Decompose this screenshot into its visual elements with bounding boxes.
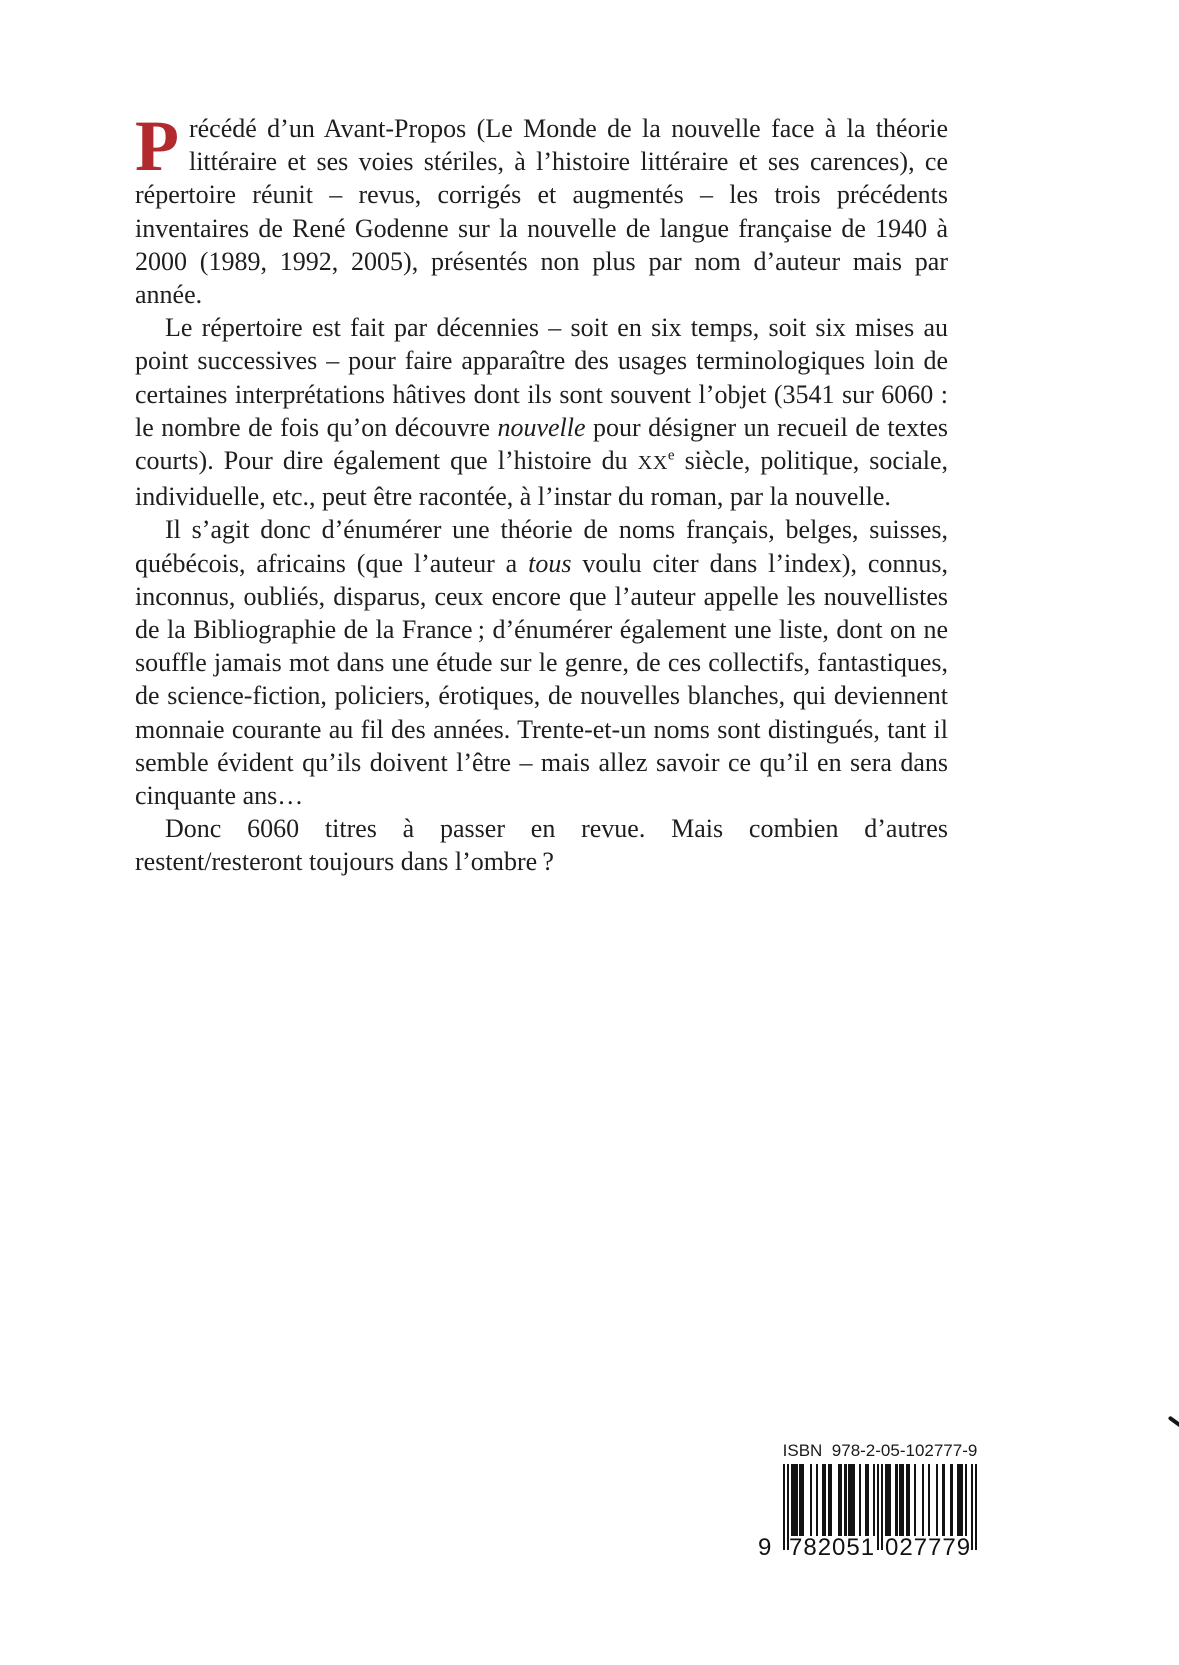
barcode-digit-system: 9 [758, 1534, 773, 1561]
italic-word-tous: tous [528, 548, 572, 578]
paragraph-2-text: siècle, politique, sociale, individuelle, etc., peut être racontée, à l’instar du roman, par la nouvelle. [135, 446, 948, 512]
century-superscript: e [667, 447, 675, 464]
paragraph-1-text: récédé d’un Avant-Propos (Le Monde de la nouvelle face à la théorie littéraire et ses voies stériles, à l’histoire littéraire et ses carences), ce répertoire réunit – revus, corrigés et augmentés – les trois précédents inventaires de René Godenne sur la nouvelle de langue française de 1940 à 2000 (1989, 1992, 2005), présentés non plus par nom d’auteur mais par année. [135, 114, 948, 310]
paragraph-3-text: voulu citer dans l’index), connus, inconnus, oubliés, disparus, ceux encore que l’auteur appelle les nouvellistes de la Bibliographie de la France ; d’énumérer également une liste, dont on ne souffle jamais mot dans une étude sur le genre, de ces collectifs, fantastiques, de science-fiction, policiers, érotiques, de nouvelles blanches, qui deviennent monnaie courante au fil des années. Trente-et-un noms sont distingués, tant il semble évident qu’ils doivent l’être – mais allez savoir ce qu’il en sera dans cinquante ans… [135, 548, 949, 811]
paragraph-2-text: pour désigner un recueil de textes courts). Pour dire également que l’histoire du [135, 412, 948, 476]
paragraph-4-text: Donc 6060 titres à passer en revue. Mais combien d’autres restent/resteront toujours dans l’ombre ? [135, 814, 948, 877]
ean13-barcode [758, 1464, 977, 1562]
paragraph-3 [135, 513, 948, 812]
paragraph-4 [135, 812, 948, 878]
isbn-label: ISBN 978-2-05-102777-9 [782, 1441, 978, 1460]
century-numeral: XX [637, 452, 668, 475]
isbn-block [756, 1441, 1006, 1562]
paragraph-3-text: Il s’agit donc d’énumérer une théorie de noms français, belges, suisses, québécois, africains (que l’auteur a [135, 515, 948, 578]
paragraph-2-text: Le répertoire est fait par décennies – soit en six temps, soit six mises au point successives – pour faire apparaître des usages terminologiques loin de certaines interprétations hâtives dont ils sont souvent l’objet (3541 sur 6060 : le nombre de fois qu’on découvre [135, 313, 948, 442]
paragraph-2 [135, 311, 948, 513]
dropcap-letter: P [135, 106, 179, 186]
edge-mark [1168, 1416, 1179, 1437]
paragraph-1 [135, 106, 948, 311]
barcode-digits-left: 782051 [789, 1534, 876, 1561]
blurb-text [135, 106, 949, 879]
barcode-digits-right: 027779 [885, 1534, 972, 1561]
italic-word-nouvelle: nouvelle [497, 412, 586, 442]
